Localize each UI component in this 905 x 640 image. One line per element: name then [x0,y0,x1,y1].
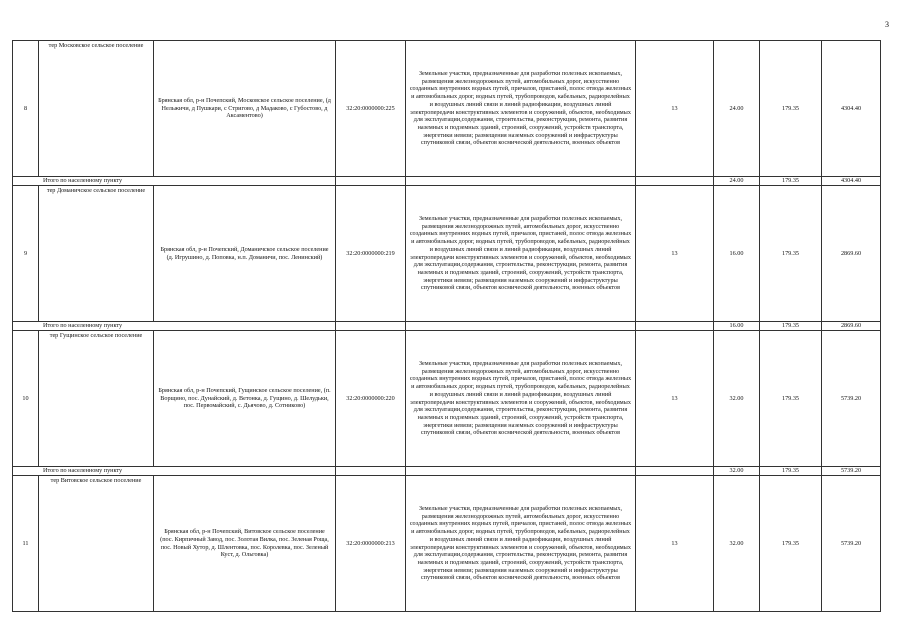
land-use-description-cell: Земельные участки, предназначенные для разработки полезных ископаемых, размещения железнодорожных путей, автомобильных дорог, искусственно созданных внутренних водных путей, причалов, пристаней, полос отвода железных и автомобильных дорог, водных путей, трубопроводов, кабельных, радиорелейных и воздушных линий связи и линий радиофикации, воздушных линий электропередачи конструктивных элементов и сооружений, объектов, необходимых для эксплуатации,содержания, строительства, реконструкции, ремонта, развития наземных и подземных зданий, строений, сооружений, устройств транспорта, энергетики иевязи; размещения наземных сооружений и инфраструктуры спутниковой связи, объектов космической деятельности, военных объектов [406,41,636,177]
category-code-cell: 13 [636,41,714,177]
address-cell: Брянская обл, р-н Почепский, Гущинское сельское поселение, (п. Ворщино, пос. Дунайский, д. Ветонка, д. Гущино, д. Шелудьки, пос. Первомайский, с. Дьячово, д. Сотниково) [154,331,336,467]
subtotal-row [13,177,881,186]
sum-cell: 5739.20 [822,476,881,612]
cadastral-number-cell: 32:20:0000000:220 [336,331,406,467]
subtotal-rate-cell: 179.35 [760,322,822,331]
settlement-cell: тер Гущинское сельское поселение [39,331,154,467]
settlement-cell: тер Витовское сельское поселение [39,476,154,612]
settlement-cell: тер Московское сельское поселение [39,41,154,177]
subtotal-row [13,467,881,476]
category-code-cell: 13 [636,476,714,612]
subtotal-label: Итого по населенному пункту [13,177,336,186]
row-number-cell: 11 [13,476,39,612]
table-row [13,186,881,322]
rate-cell: 179.35 [760,41,822,177]
subtotal-sum-cell: 5739.20 [822,467,881,476]
subtotal-sum-cell: 2869.60 [822,322,881,331]
table-row [13,41,881,177]
subtotal-row [13,322,881,331]
area-cell: 16.00 [714,186,760,322]
land-use-description-cell: Земельные участки, предназначенные для разработки полезных ископаемых, размещения железнодорожных путей, автомобильных дорог, искусственно созданных внутренних водных путей, причалов, пристаней, полос отвода железных и автомобильных дорог, водных путей, трубопроводов, кабельных, радиорелейных и воздушных линий связи и линий радиофикации, воздушных линий электропередачи конструктивных элементов и сооружений, объектов, необходимых для эксплуатации,содержания, строительства, реконструкции, ремонта, развития наземных и подземных зданий, строений, сооружений, устройств транспорта, энергетики иевязи; размещения наземных сооружений и инфраструктуры спутниковой связи, объектов космической деятельности, военных объектов [406,186,636,322]
area-cell: 32.00 [714,331,760,467]
empty-cell [406,322,636,331]
subtotal-area-cell: 32.00 [714,467,760,476]
table-row [13,331,881,467]
empty-cell [336,322,406,331]
empty-cell [336,467,406,476]
subtotal-area-cell: 24.00 [714,177,760,186]
table-body [13,41,881,612]
address-cell: Брянская обл, р-н Почепский, Витовское сельское поселение (пос. Кирпичный Завод, пос. Золотая Вилка, пос. Зеленая Роща, пос. Новый Хутор, д. Шлентовка, пос. Королевка, пос. Зеленый Куст, д. Ольговка) [154,476,336,612]
empty-cell [406,177,636,186]
subtotal-sum-cell: 4304.40 [822,177,881,186]
subtotal-area-cell: 16.00 [714,322,760,331]
land-use-description-cell: Земельные участки, предназначенные для разработки полезных ископаемых, размещения железнодорожных путей, автомобильных дорог, искусственно созданных внутренних водных путей, причалов, пристаней, полос отвода железных и автомобильных дорог, водных путей, трубопроводов, кабельных, радиорелейных и воздушных линий связи и линий радиофикации, воздушных линий электропередачи конструктивных элементов и сооружений, объектов, необходимых для эксплуатации,содержания, строительства, реконструкции, ремонта, развития наземных и подземных зданий, строений, сооружений, устройств транспорта, энергетики иевязи; размещения наземных сооружений и инфраструктуры спутниковой связи, объектов космической деятельности, военных объектов [406,476,636,612]
empty-cell [406,467,636,476]
category-code-cell: 13 [636,186,714,322]
row-number-cell: 9 [13,186,39,322]
subtotal-rate-cell: 179.35 [760,177,822,186]
row-number-cell: 8 [13,41,39,177]
rate-cell: 179.35 [760,186,822,322]
sum-cell: 5739.20 [822,331,881,467]
address-cell: Брянская обл, р-н Почепский, Московское сельское поселение, (д Нельжичи, д Пушкари, с Стригово, д Мадаково, с Губостово, д Аксаментово) [154,41,336,177]
settlement-cell: тер Доманичское сельское поселение [39,186,154,322]
category-code-cell: 13 [636,331,714,467]
cadastral-number-cell: 32:20:0000000:225 [336,41,406,177]
rate-cell: 179.35 [760,476,822,612]
cadastral-number-cell: 32:20:0000000:219 [336,186,406,322]
area-cell: 24.00 [714,41,760,177]
empty-cell [636,322,714,331]
cadastral-number-cell: 32:20:0000000:213 [336,476,406,612]
rate-cell: 179.35 [760,331,822,467]
empty-cell [336,177,406,186]
empty-cell [636,467,714,476]
subtotal-label: Итого по населенному пункту [13,467,336,476]
subtotal-rate-cell: 179.35 [760,467,822,476]
land-registry-table [12,40,881,612]
address-cell: Брянская обл, р-н Почепский, Доманичское сельское поселение (д. Игрушино, д. Поповка, н.п. Доманичи, пос. Ленинский) [154,186,336,322]
sum-cell: 4304.40 [822,41,881,177]
row-number-cell: 10 [13,331,39,467]
area-cell: 32.00 [714,476,760,612]
sum-cell: 2869.60 [822,186,881,322]
subtotal-label: Итого по населенному пункту [13,322,336,331]
empty-cell [636,177,714,186]
table-row [13,476,881,612]
land-use-description-cell: Земельные участки, предназначенные для разработки полезных ископаемых, размещения железнодорожных путей, автомобильных дорог, искусственно созданных внутренних водных путей, причалов, пристаней, полос отвода железных и автомобильных дорог, водных путей, трубопроводов, кабельных, радиорелейных и воздушных линий связи и линий радиофикации, воздушных линий электропередачи конструктивных элементов и сооружений, объектов, необходимых для эксплуатации,содержания, строительства, реконструкции, ремонта, развития наземных и подземных зданий, строений, сооружений, устройств транспорта, энергетики иевязи; размещения наземных сооружений и инфраструктуры спутниковой связи, объектов космической деятельности, военных объектов [406,331,636,467]
page-number: 3 [885,20,889,29]
